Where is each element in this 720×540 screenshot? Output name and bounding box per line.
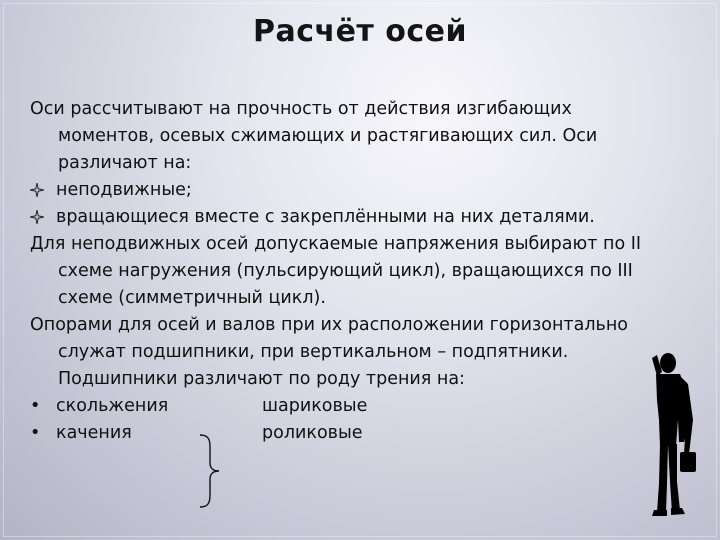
- list-item-label: неподвижные;: [56, 180, 192, 200]
- slide-title: Расчёт осей: [252, 14, 468, 49]
- bullet-dot-icon: •: [30, 396, 41, 416]
- list-item-rotating: [30, 204, 670, 231]
- paragraph-allowable-stress: Для неподвижных осей допускаемые напряжения выбирают по II схеме нагружения (пульсирующий цикл), вращающихся по III схеме (симметричный цикл).: [30, 234, 642, 308]
- bearing-type-right: роликовые: [262, 423, 363, 443]
- bullet-dot-icon: •: [30, 423, 41, 443]
- list-item-stationary: [30, 177, 670, 204]
- four-point-star-icon: [30, 204, 56, 231]
- right-curly-brace-icon: [198, 433, 222, 509]
- paragraph-axes-strength: Оси рассчитывают на прочность от действия изгибающих моментов, осевых сжимающих и растягивающих сил. Оси различают на:: [30, 99, 598, 173]
- four-point-star-icon: [30, 177, 56, 204]
- list-item-label: вращающиеся вместе с закреплёнными на них деталями.: [56, 207, 595, 227]
- businessman-silhouette-icon: [630, 350, 706, 520]
- bearing-type-left: скольжения: [56, 396, 169, 416]
- slide-content: [30, 96, 670, 447]
- bearing-pair: [56, 393, 367, 420]
- bearing-type-right: шариковые: [262, 396, 368, 416]
- list-item-rolling: [30, 420, 670, 447]
- paragraph-supports: Опорами для осей и валов при их расположении горизонтально служат подшипники, при вертикальном – подпятники. Подшипники различают по роду трения на:: [30, 315, 628, 389]
- list-item-sliding: [30, 393, 670, 420]
- bearing-type-left: качения: [56, 423, 132, 443]
